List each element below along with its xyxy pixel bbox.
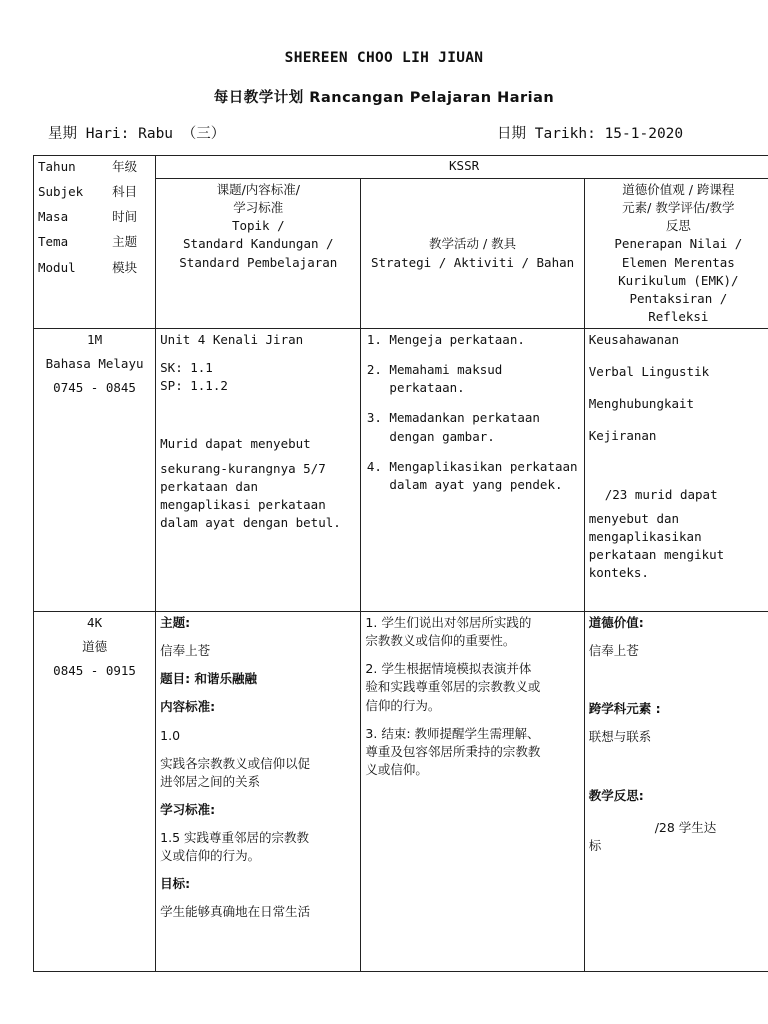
objective-label: 目标:	[160, 876, 191, 892]
day-label: 星期 Hari: Rabu （三）	[48, 126, 226, 142]
learning-standard-line: 1.5 实践尊重邻居的宗教教	[160, 830, 310, 845]
value-item: Verbal Lingustik	[588, 364, 710, 380]
activity-text: perkataan.	[389, 380, 465, 396]
value-item: Keusahawanan	[588, 332, 680, 347]
theme-label: 主题:	[160, 615, 191, 630]
kssr-header: KSSR	[156, 156, 768, 179]
field-label-cn: 科目	[112, 184, 138, 200]
header-line: 教学活动 / 教具	[428, 236, 517, 252]
activity-text: 信仰的行为。	[365, 697, 441, 713]
content-standard-label: 内容标准:	[160, 699, 216, 715]
field-label-cn: 主题	[112, 234, 138, 250]
value-item: Kejiranan	[588, 428, 657, 444]
activity-text: 宗教教义或信仰的重要性。	[365, 633, 516, 649]
reflection-line: menyebut dan	[588, 510, 680, 526]
activities-cell	[361, 612, 584, 972]
plan-title: 每日教学计划 Rancangan Pelajaran Harian	[213, 90, 555, 106]
subject-name: Bahasa Melayu	[45, 356, 144, 372]
values-cell	[584, 329, 768, 612]
subject-name: 道德	[82, 639, 108, 655]
header-line: Standard Pembelajaran	[179, 254, 338, 270]
topic-cell	[156, 612, 361, 972]
field-label: Tahun	[38, 159, 76, 174]
time-slot: 0845 - 0915	[53, 663, 136, 679]
activity-header	[361, 179, 584, 329]
activity-text: dalam ayat yang pendek.	[389, 476, 563, 492]
header-line: Topik /	[231, 218, 285, 234]
header-line: Penerapan Nilai /	[614, 236, 743, 252]
field-label-cn: 模块	[112, 259, 138, 275]
activity-item	[389, 361, 579, 397]
values-header	[584, 179, 768, 329]
activity-item	[389, 458, 579, 494]
teacher-name: SHEREEN CHOO LIH JIUAN	[284, 50, 484, 66]
activity-text: 3. 结束: 教师提醒学生需理解、	[365, 725, 540, 741]
activity-text: Memahami maksud	[389, 362, 503, 378]
learning-standard-line: 义或信仰的行为。	[160, 848, 261, 864]
class-info-cell	[34, 612, 156, 972]
value-item: Menghubungkait	[588, 396, 695, 412]
learning-standard-label: 学习标准:	[160, 801, 216, 817]
reflection-line: /23 murid dapat	[604, 486, 718, 502]
topic-cell	[156, 329, 361, 612]
activity-text: 尊重及包容邻居所秉持的宗教教	[365, 743, 541, 759]
cross-curricular-value: 联想与联系	[588, 729, 652, 745]
reflection-line: konteks.	[588, 565, 649, 580]
header-line: 道德价值观 / 跨课程	[622, 182, 735, 197]
activities-cell	[361, 329, 584, 612]
header-line: Pentaksiran /	[629, 290, 728, 306]
date-label: 日期 Tarikh: 15-1-2020	[497, 126, 684, 142]
field-label: Subjek	[38, 184, 84, 200]
activity-list	[365, 331, 579, 494]
header-fields	[34, 156, 156, 329]
header-line: 元素/ 教学评估/教学	[622, 200, 735, 216]
header-line: Refleksi	[648, 308, 709, 324]
standard-pembelajaran: SP: 1.1.2	[160, 378, 228, 394]
moral-value-label: 道德价值:	[588, 615, 644, 630]
field-label: Modul	[38, 259, 76, 275]
header-line: Strategi / Aktiviti / Bahan	[370, 254, 575, 270]
title-label: 题目: 和谐乐融融	[160, 671, 258, 687]
field-label: Tema	[38, 234, 69, 250]
class-code: 4K	[87, 615, 103, 630]
activity-text: Memadankan perkataan	[389, 410, 540, 426]
header-line: Elemen Merentas	[621, 254, 735, 270]
moral-value: 信奉上苍	[588, 643, 639, 659]
field-label: Masa	[38, 209, 69, 225]
activity-text: dengan gambar.	[389, 428, 495, 444]
objective-line: perkataan dan	[160, 478, 258, 494]
reflection-label: 教学反思:	[588, 787, 644, 803]
content-standard-line: 进邻居之间的关系	[160, 773, 261, 789]
header-line: Kurikulum (EMK)/	[618, 272, 739, 288]
objective-line: Murid dapat menyebut	[160, 436, 311, 452]
unit-title: Unit 4 Kenali Jiran	[160, 332, 304, 347]
header-line: 反思	[665, 218, 691, 234]
activity-text: 2. 学生根据情境模拟表演并体	[365, 661, 532, 677]
activity-item	[389, 409, 579, 445]
class-code: 1M	[87, 332, 103, 347]
objective-line: 学生能够真确地在日常生活	[160, 904, 311, 920]
activity-item	[389, 331, 579, 349]
activity-text: 1. 学生们说出对邻居所实践的	[365, 615, 532, 630]
standard-kandungan: SK: 1.1	[160, 360, 213, 376]
header-line: Standard Kandungan /	[183, 236, 334, 252]
reflection-line: perkataan mengikut	[588, 546, 725, 562]
content-standard-line: 实践各宗教教义或信仰以促	[160, 755, 311, 771]
lesson-plan-table	[33, 155, 768, 972]
activity-text: Mengeja perkataan.	[389, 332, 525, 347]
class-info-cell	[34, 329, 156, 612]
content-standard-number: 1.0	[160, 727, 181, 743]
activity-text: Mengaplikasikan perkataan	[389, 458, 578, 474]
values-cell	[584, 612, 768, 972]
cross-curricular-label: 跨学科元素 :	[588, 701, 661, 717]
objective-line: dalam ayat dengan betul.	[160, 514, 341, 530]
header-line: 学习标准	[233, 200, 284, 216]
reflection-line: /28 学生达	[654, 819, 717, 835]
time-slot: 0745 - 0845	[53, 380, 136, 396]
objective-line: sekurang-kurangnya 5/7	[160, 460, 326, 476]
field-label-cn: 年级	[112, 159, 138, 174]
topic-header	[156, 179, 361, 329]
reflection-line: mengaplikasikan	[588, 528, 702, 544]
field-label-cn: 时间	[112, 209, 138, 225]
reflection-line: 标	[588, 837, 602, 853]
theme-value: 信奉上苍	[160, 643, 211, 659]
objective-line: mengaplikasi perkataan	[160, 496, 326, 512]
activity-text: 义或信仰。	[365, 761, 428, 777]
activity-text: 验和实践尊重邻居的宗教教义或	[365, 679, 541, 695]
header-line: 课题/内容标准/	[216, 182, 300, 197]
